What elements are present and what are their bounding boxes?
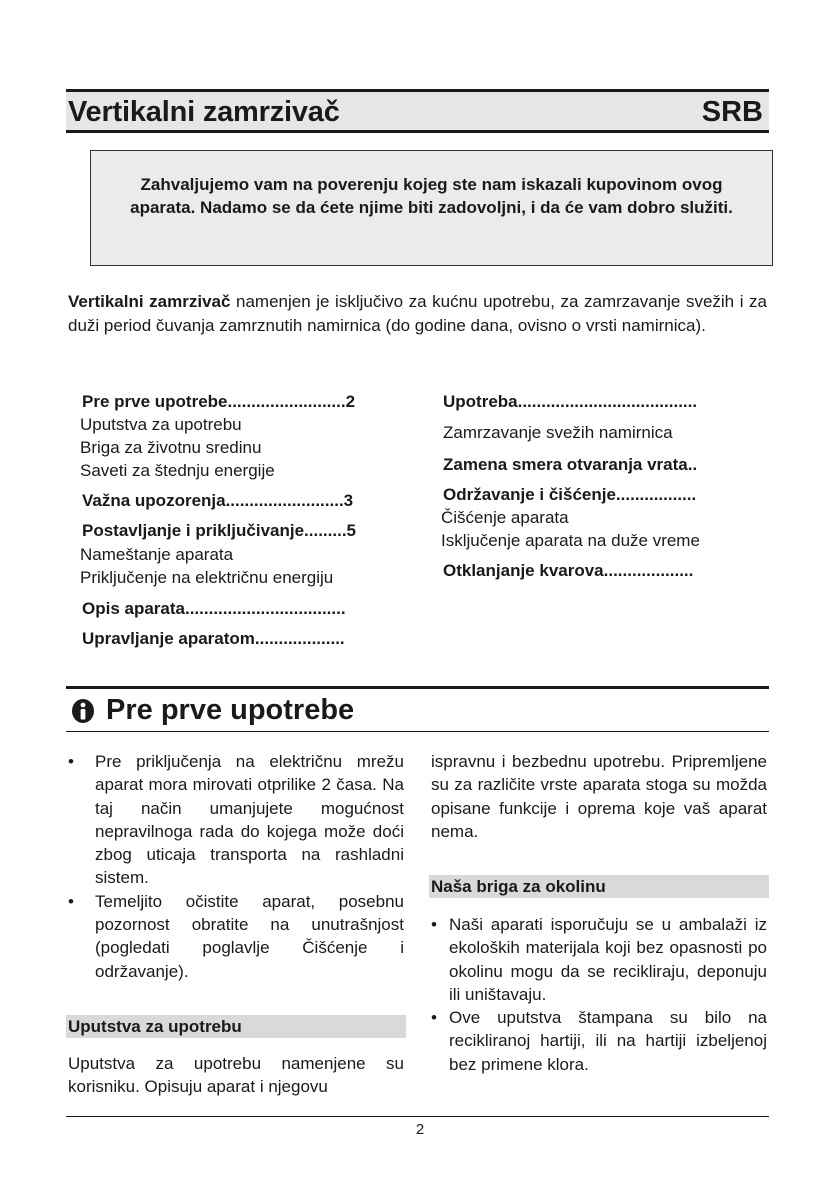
section-title: Pre prve upotrebe [106, 694, 355, 726]
language-code: SRB [701, 96, 763, 128]
bullet-item: • Temeljito očistite aparat, posebnu pozornost obratite na unutrašnjost (pogledati poglavlje Čišćenje i održavanje). [68, 891, 404, 981]
right-bullets [431, 913, 767, 1076]
toc-item[interactable]: Važna upozorenja.........................3 [82, 491, 354, 510]
toc-item[interactable]: Čišćenje aparata [441, 508, 569, 527]
intro-paragraph [68, 290, 767, 337]
toc-item[interactable]: Priključenje na električnu energiju [80, 568, 334, 587]
toc-item[interactable]: Saveti za štednju energije [80, 461, 275, 480]
bullet-icon: • [431, 1008, 437, 1028]
left-column [68, 750, 404, 983]
bullet-item: • Ove uputstva štampana su bilo na recikliranoj hartiji, ili na hartiji izbeljenoj bez primene klora. [431, 1008, 767, 1074]
bullet-item: • Naši aparati isporučuju se u ambalaži iz ekoloških materijala koji bez opasnosti po okolinu mogu da se recikliraju, deponuju ili uništavaju. [431, 915, 767, 1004]
toc-item[interactable]: Upravljanje aparatom................... [82, 629, 345, 648]
toc-item[interactable]: Nameštanje aparata [80, 545, 234, 564]
toc-item[interactable]: Otklanjanje kvarova................... [443, 561, 694, 580]
footer-divider [66, 1116, 769, 1117]
toc-item[interactable]: Upotreba...................................... [443, 392, 698, 411]
toc-item[interactable]: Pre prve upotrebe.........................2 [82, 392, 356, 411]
page-number: 2 [415, 1121, 425, 1138]
right-paragraph: ispravnu i bezbednu upotrebu. Pripremljene su za različite vrste aparata stoga su možda opisane funkcije i oprema koje vaš aparat nema. [431, 752, 767, 841]
toc-item[interactable]: Briga za životnu sredinu [80, 438, 262, 457]
document-title: Vertikalni zamrzivač [68, 96, 340, 128]
usage-paragraph: Uputstva za upotrebu namenjene su korisniku. Opisuju aparat i njegovu [68, 1054, 404, 1097]
info-icon [70, 698, 96, 724]
toc-item[interactable]: Postavljanje i priključivanje.........5 [82, 521, 357, 540]
intro-lead: Vertikalni zamrzivač [68, 292, 231, 311]
toc-item[interactable]: Održavanje i čišćenje................. [443, 485, 697, 504]
toc-item[interactable]: Zamrzavanje svežih namirnica [443, 423, 673, 442]
toc-item[interactable]: Zamena smera otvaranja vrata.. [443, 455, 698, 474]
bullet-icon: • [431, 915, 437, 934]
subheading-environment: Naša briga za okolinu [429, 875, 769, 898]
subheading-usage: Uputstva za upotrebu [66, 1015, 406, 1038]
toc-item[interactable]: Uputstva za upotrebu [80, 415, 242, 434]
bullet-icon: • [68, 752, 74, 771]
intro-text: namenjen je isključivo za kućnu upotrebu, za zamrzavanje svežih i za duži period čuvanja zamrznutih namirnica (do godine dana, ovisno o vrsti namirnica). [68, 292, 767, 335]
bullet-icon: • [68, 891, 74, 911]
toc-item[interactable]: Opis aparata.................................. [82, 599, 346, 618]
thank-you-box: Zahvaljujemo vam na poverenju kojeg ste nam iskazali kupovinom ovog aparata. Nadamo se da ćete njime biti zadovoljni, i da će vam dobro služiti. [90, 150, 773, 266]
toc-item[interactable]: Isključenje aparata na duže vreme [441, 531, 700, 550]
bullet-item: • Pre priključenja na električnu mrežu aparat mora mirovati otprilike 2 časa. Na taj način umanjujete mogućnost nepravilnoga rada do kojega može doći zbog uticaja transporta na rashladni sistem. [68, 752, 404, 888]
